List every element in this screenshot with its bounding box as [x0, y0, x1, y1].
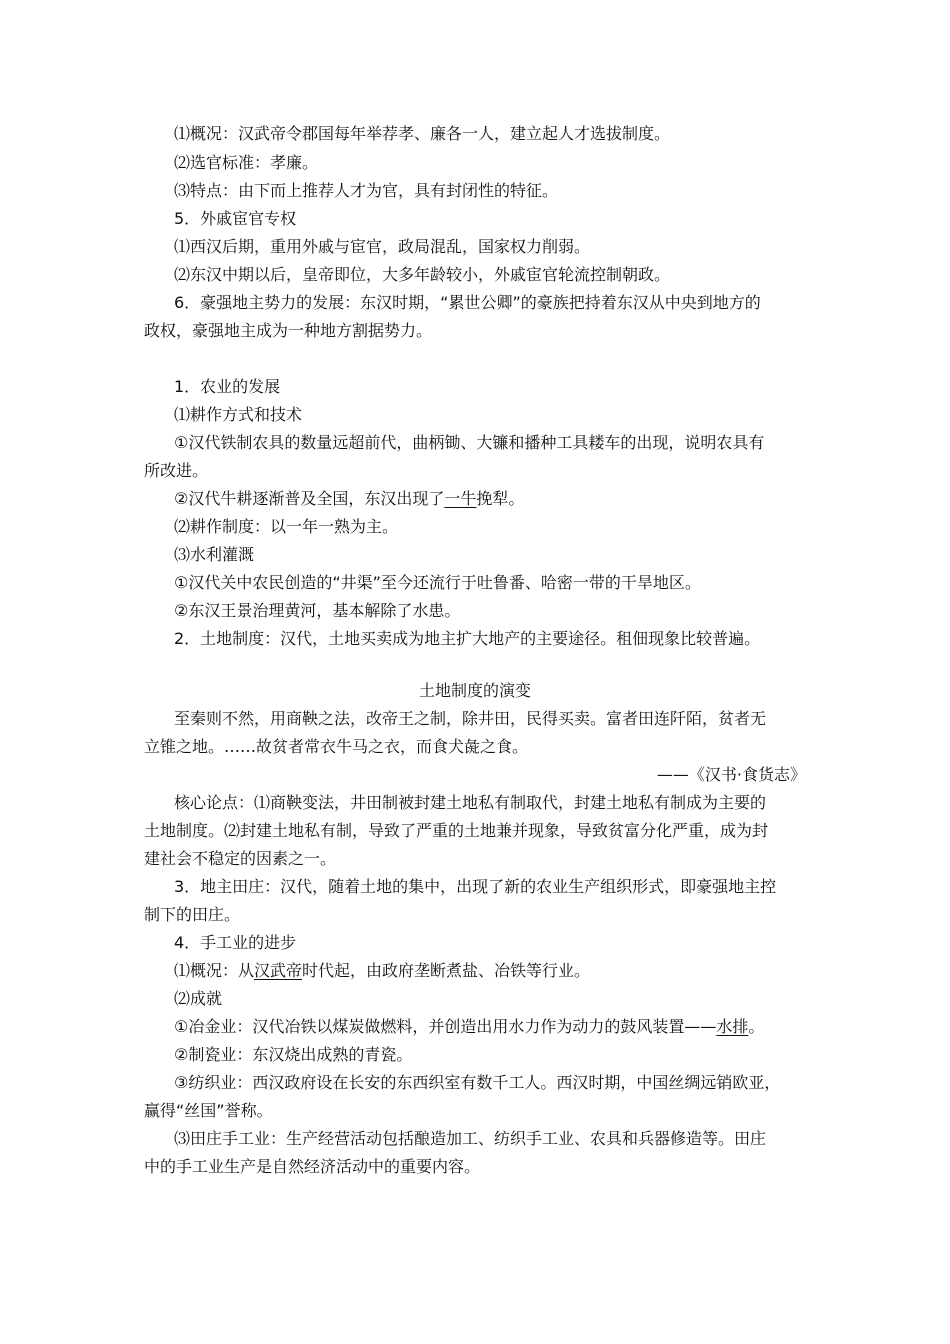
paragraph-line: ⑵选官标准：孝廉。	[174, 153, 319, 172]
paragraph-line: ⑴西汉后期，重用外戚与宦官，政局混乱，国家权力削弱。	[174, 237, 591, 256]
text-run: ①冶金业：汉代冶铁以煤炭做燃料，并创造出用水力作为动力的鼓风装置——	[174, 1017, 717, 1036]
underlined-blank: 一牛	[444, 489, 477, 508]
section-heading: 5．外戚宦官专权	[174, 209, 297, 228]
paragraph-line: ②制瓷业：东汉烧出成熟的青瓷。	[174, 1045, 413, 1064]
text-run: 挽犁。	[476, 489, 525, 508]
quote-line: 至秦则不然，用商鞅之法，改帝王之制，除井田，民得买卖。富者田连阡陌，贫者无	[174, 709, 767, 728]
section-heading: 4．手工业的进步	[174, 933, 297, 952]
text-run: 时代起，由政府垄断煮盐、冶铁等行业。	[302, 961, 591, 980]
paragraph-line: 土地制度。⑵封建土地私有制，导致了严重的土地兼并现象，导致贫富分化严重，成为封	[144, 821, 769, 840]
paragraph-line: ①汉代铁制农具的数量远超前代，曲柄锄、大镰和播种工具耧车的出现，说明农具有	[174, 433, 765, 452]
paragraph-line: ⑶水利灌溉	[174, 545, 255, 564]
material-title: 土地制度的演变	[418, 681, 531, 700]
paragraph-line	[0, 487, 950, 511]
paragraph-line: 政权，豪强地主成为一种地方割据势力。	[144, 321, 433, 340]
paragraph-line: ②东汉王景治理黄河，基本解除了水患。	[174, 601, 461, 620]
paragraph-line: 所改进。	[144, 461, 209, 480]
quote-source: ——《汉书·食货志》	[656, 765, 806, 784]
quote-line: 立锥之地。……故贫者常衣牛马之衣，而食犬彘之食。	[144, 737, 529, 756]
section-heading: 1．农业的发展	[174, 377, 281, 396]
underlined-blank: 水排	[716, 1017, 749, 1036]
paragraph-line: ①汉代关中农民创造的“井渠”至今还流行于吐鲁番、哈密一带的干旱地区。	[174, 573, 701, 592]
paragraph-line: ⑵成就	[174, 989, 223, 1008]
paragraph-line: 赢得“丝国”誉称。	[144, 1101, 273, 1120]
paragraph-line: 3．地主田庄：汉代，随着土地的集中，出现了新的农业生产组织形式，即豪强地主控	[174, 877, 777, 896]
paragraph-line: ⑶田庄手工业：生产经营活动包括酿造加工、纺织手工业、农具和兵器修造等。田庄	[174, 1129, 767, 1148]
paragraph-line: 6．豪强地主势力的发展：东汉时期，“累世公卿”的豪族把持着东汉从中央到地方的	[174, 293, 761, 312]
paragraph-line: ⑶特点：由下而上推荐人才为官，具有封闭性的特征。	[174, 181, 559, 200]
text-run: ⑴概况：从	[174, 961, 255, 980]
paragraph-line	[0, 1015, 950, 1039]
paragraph-line: 建社会不稳定的因素之一。	[144, 849, 337, 868]
paragraph-line: ③纺织业：西汉政府设在长安的东西织室有数千工人。西汉时期，中国丝绸远销欧亚，	[174, 1073, 781, 1092]
paragraph-line: 中的手工业生产是自然经济活动中的重要内容。	[144, 1157, 481, 1176]
paragraph-line: ⑵东汉中期以后，皇帝即位，大多年龄较小，外戚宦官轮流控制朝政。	[174, 265, 671, 284]
text-run: 。	[748, 1017, 765, 1036]
paragraph-line: ⑵耕作制度：以一年一熟为主。	[174, 517, 399, 536]
paragraph-line: 核心论点：⑴商鞅变法，井田制被封建土地私有制取代，封建土地私有制成为主要的	[174, 793, 767, 812]
paragraph-line: 制下的田庄。	[144, 905, 241, 924]
paragraph-line: 2．土地制度：汉代，土地买卖成为地主扩大地产的主要途径。租佃现象比较普遍。	[174, 629, 761, 648]
text-run: ②汉代牛耕逐渐普及全国，东汉出现了	[174, 489, 445, 508]
paragraph-line	[0, 959, 950, 983]
paragraph-line: ⑴概况：汉武帝令郡国每年举荐孝、廉各一人，建立起人才选拔制度。	[174, 124, 671, 143]
paragraph-line: ⑴耕作方式和技术	[174, 405, 303, 424]
underlined-blank: 汉武帝	[254, 961, 303, 980]
